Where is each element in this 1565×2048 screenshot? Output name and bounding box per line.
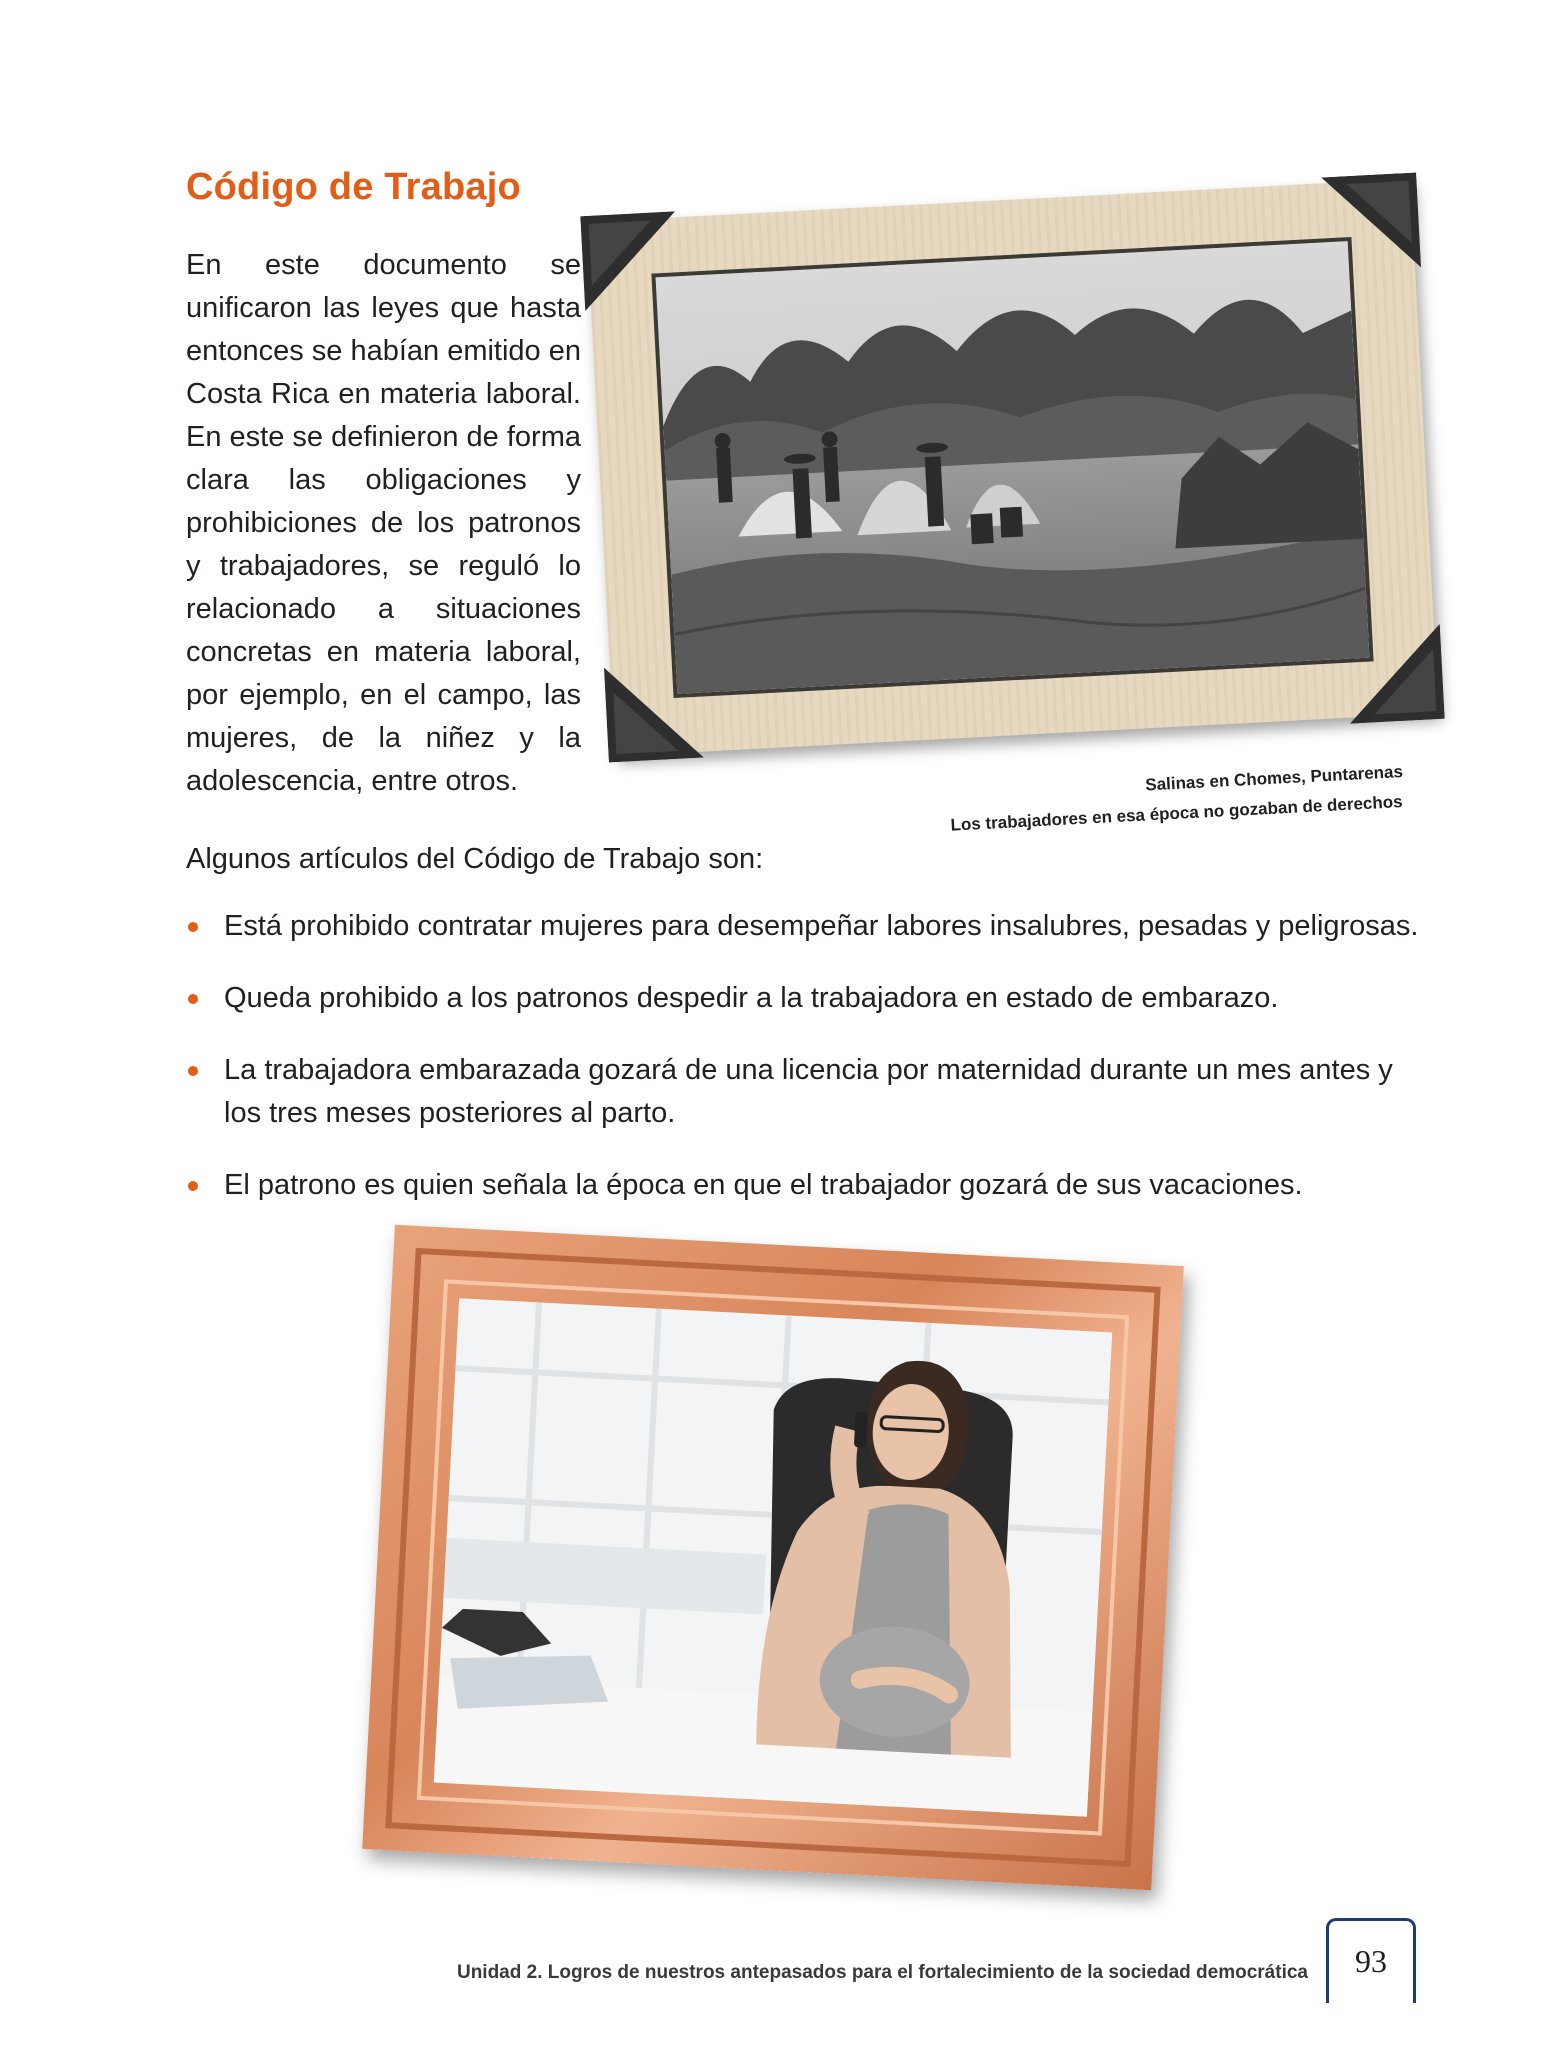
photo-corner-icon [1321,172,1421,272]
articles-list [186,905,1426,1236]
photo-caption-title: Salinas en Chomes, Puntarenas [1144,762,1404,795]
unit-title: Unidad 2. Logros de nuestros antepasados para el fortalecimiento de la sociedad democrática [456,1962,1308,1983]
list-item [186,1049,1426,1135]
list-item [186,905,1426,948]
article-text: El patrono es quien señala la época en que el trabajador gozará de sus vacaciones. [224,1169,1303,1201]
list-item [186,977,1426,1020]
bullet-icon [188,1066,198,1076]
page-number: 93 [1355,1943,1387,1979]
bullet-icon [188,922,198,932]
article-text: Está prohibido contratar mujeres para desempeñar labores insalubres, pesadas y peligrosas. [224,910,1419,942]
pregnant-worker-on-phone-image [434,1298,1112,1817]
framed-photo [362,1225,1184,1890]
photo-caption-description: Los trabajadores en esa época no gozaban de derechos [950,792,1404,835]
article-text: Queda prohibido a los patronos despedir a la trabajadora en estado de embarazo. [224,982,1279,1014]
photo-corner-icon [1345,624,1445,724]
page-number-box [1326,1918,1416,2003]
article-text: La trabajadora embarazada gozará de una licencia por maternidad durante un mes antes y los tres meses posteriores al parto. [224,1054,1393,1129]
historical-photo [587,179,1439,756]
salt-flats-workers-image [651,237,1373,698]
section-heading: Código de Trabajo [186,166,521,208]
photo-corner-icon [580,211,680,311]
intro-paragraph: En este documento se unificaron las leyes que hasta entonces se habían emitido en Costa Rica en materia laboral. En este se definieron de forma clara las obligaciones y prohibiciones de los patronos y trabajadores, se reguló lo relacionado a situaciones concretas en materia laboral, por ejemplo, en el campo, las mujeres, de la niñez y la adolescencia, entre otros. [186,249,581,797]
photo-corner-icon [604,663,704,763]
list-item [186,1164,1426,1207]
articles-intro: Algunos artículos del Código de Trabajo son: [186,843,764,875]
bullet-icon [188,1181,198,1191]
bullet-icon [188,994,198,1004]
